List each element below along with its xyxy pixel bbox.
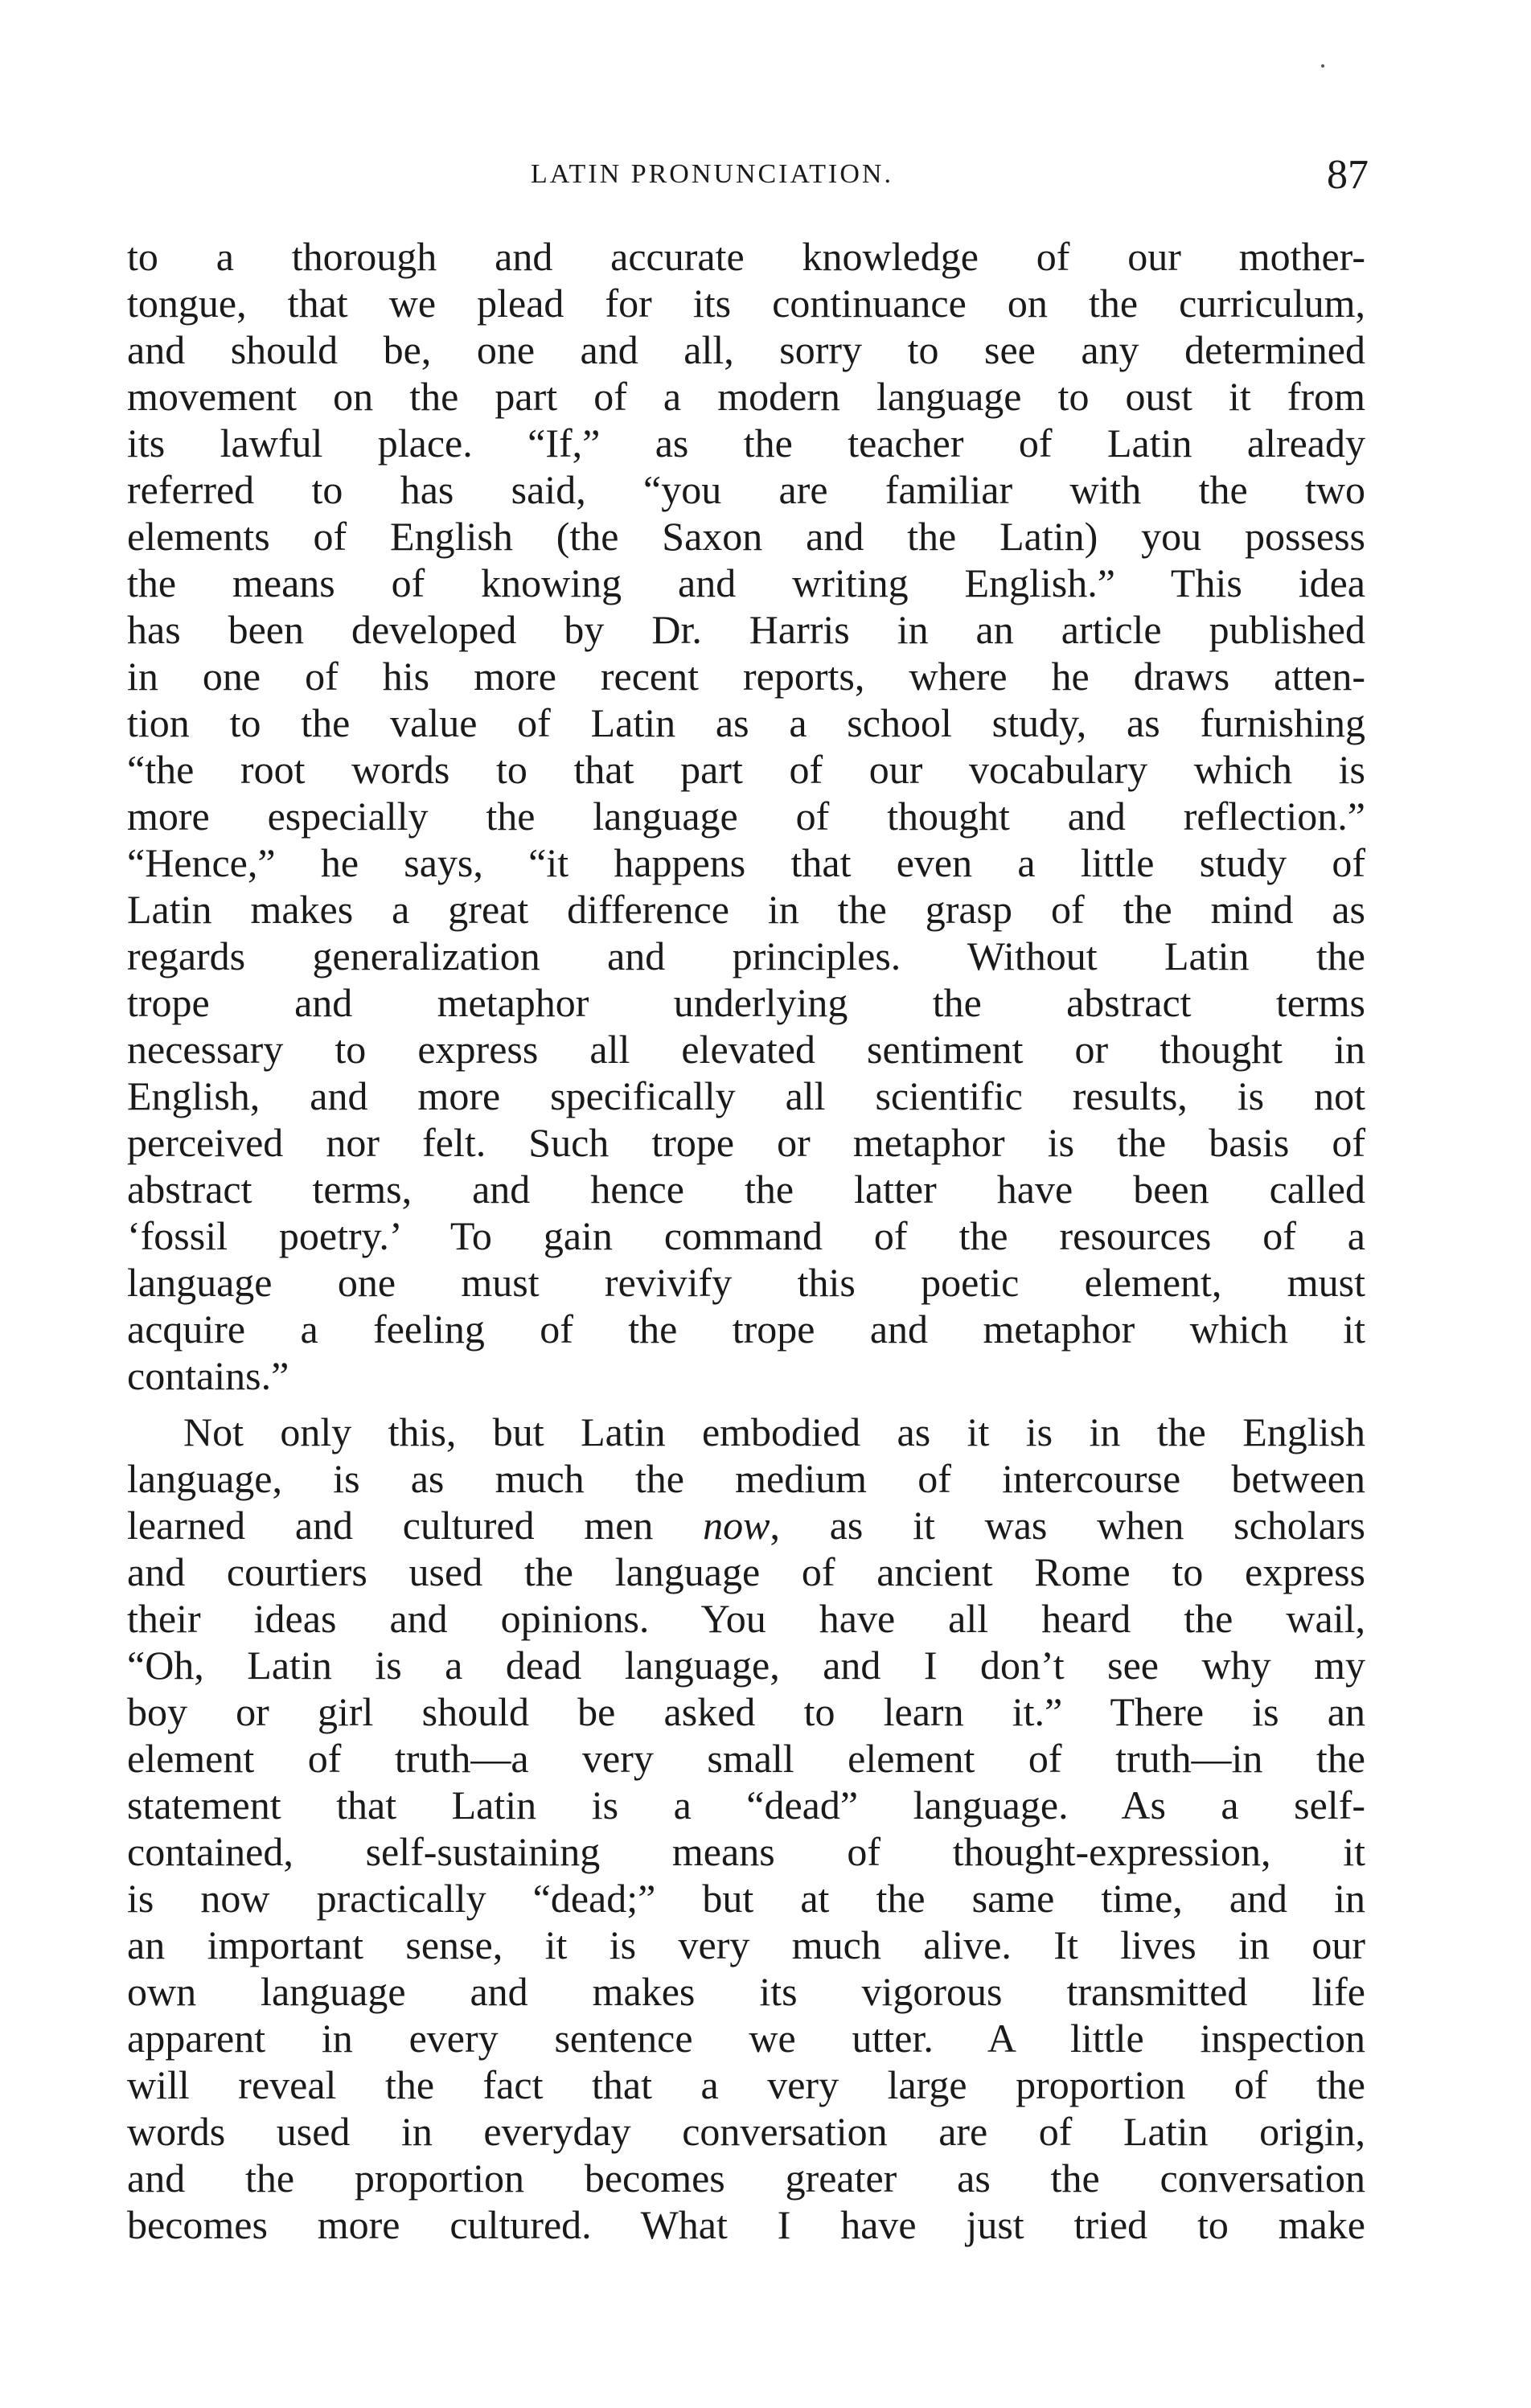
text-line: an important sense, it is very much alive. It lives in our xyxy=(127,1922,1365,1967)
text-line: language one must revivify this poetic element, must xyxy=(127,1260,1365,1305)
text-line: perceived nor felt. Such trope or metaphor is the basis of xyxy=(127,1120,1365,1165)
text-line: and courtiers used the language of ancient Rome to express xyxy=(127,1549,1365,1594)
text-line: tion to the value of Latin as a school study, as furnishing xyxy=(127,700,1365,745)
text-line: boy or girl should be asked to learn it.” There is an xyxy=(127,1689,1365,1734)
text-line: English, and more specifically all scientific results, is not xyxy=(127,1073,1365,1118)
text-segment: , as it was when scholars xyxy=(770,1503,1365,1548)
running-title: LATIN PRONUNCIATION. xyxy=(531,159,893,189)
page-number: 87 xyxy=(1327,152,1369,198)
text-segment: learned and cultured men xyxy=(127,1503,704,1548)
text-line: to a thorough and accurate knowledge of our mother- xyxy=(127,234,1365,279)
text-line: trope and metaphor underlying the abstract terms xyxy=(127,980,1365,1025)
text-line: contains.” xyxy=(127,1353,289,1398)
text-line: its lawful place. “If,” as the teacher of Latin already xyxy=(127,420,1365,466)
text-line: and should be, one and all, sorry to see any determined xyxy=(127,327,1365,372)
text-line: more especially the language of thought and reflection.” xyxy=(127,794,1365,839)
text-line: ‘fossil poetry.’ To gain command of the resources of a xyxy=(127,1213,1365,1258)
running-head xyxy=(0,152,1531,207)
text-line: referred to has said, “you are familiar with the two xyxy=(127,467,1365,512)
text-line: elements of English (the Saxon and the Latin) you possess xyxy=(127,514,1365,559)
text-line: apparent in every sentence we utter. A little inspection xyxy=(127,2016,1365,2061)
text-line: becomes more cultured. What I have just tried to make xyxy=(127,2202,1365,2247)
text-line: language, is as much the medium of intercourse between xyxy=(127,1456,1365,1501)
text-line: and the proportion becomes greater as the conversation xyxy=(127,2156,1365,2201)
text-line: the means of knowing and writing English.” This idea xyxy=(127,560,1365,605)
text-line: words used in everyday conversation are of Latin origin, xyxy=(127,2109,1365,2154)
italic-word: now xyxy=(703,1503,770,1548)
text-line: own language and makes its vigorous transmitted life xyxy=(127,1969,1365,2014)
text-line: their ideas and opinions. You have all heard the wail, xyxy=(127,1596,1365,1641)
text-line: movement on the part of a modern language to oust it from xyxy=(127,374,1365,419)
text-line: contained, self-sustaining means of thought-expression, it xyxy=(127,1829,1365,1874)
text-line: necessary to express all elevated sentiment or thought in xyxy=(127,1027,1365,1072)
page-speck xyxy=(1321,64,1324,68)
text-line: “Hence,” he says, “it happens that even a little study of xyxy=(127,840,1365,885)
text-line: is now practically “dead;” but at the same time, and in xyxy=(127,1876,1365,1921)
text-line: “Oh, Latin is a dead language, and I don’t see why my xyxy=(127,1643,1365,1688)
text-line-with-italic xyxy=(127,1502,1365,1549)
text-line: Not only this, but Latin embodied as it is in the English xyxy=(183,1409,1365,1454)
text-line: element of truth—a very small element of truth—in the xyxy=(127,1736,1365,1781)
text-line: regards generalization and principles. Without Latin the xyxy=(127,933,1365,978)
text-line: tongue, that we plead for its continuance on the curriculum, xyxy=(127,281,1365,326)
text-line: will reveal the fact that a very large proportion of the xyxy=(127,2062,1365,2107)
text-line: statement that Latin is a “dead” language. As a self- xyxy=(127,1782,1365,1828)
text-line: acquire a feeling of the trope and metaphor which it xyxy=(127,1307,1365,1352)
text-line: abstract terms, and hence the latter have been called xyxy=(127,1167,1365,1212)
text-line: “the root words to that part of our vocabulary which is xyxy=(127,747,1365,792)
text-line: in one of his more recent reports, where he draws atten- xyxy=(127,654,1365,699)
text-line: has been developed by Dr. Harris in an article published xyxy=(127,607,1365,652)
text-line: Latin makes a great difference in the grasp of the mind as xyxy=(127,887,1365,932)
